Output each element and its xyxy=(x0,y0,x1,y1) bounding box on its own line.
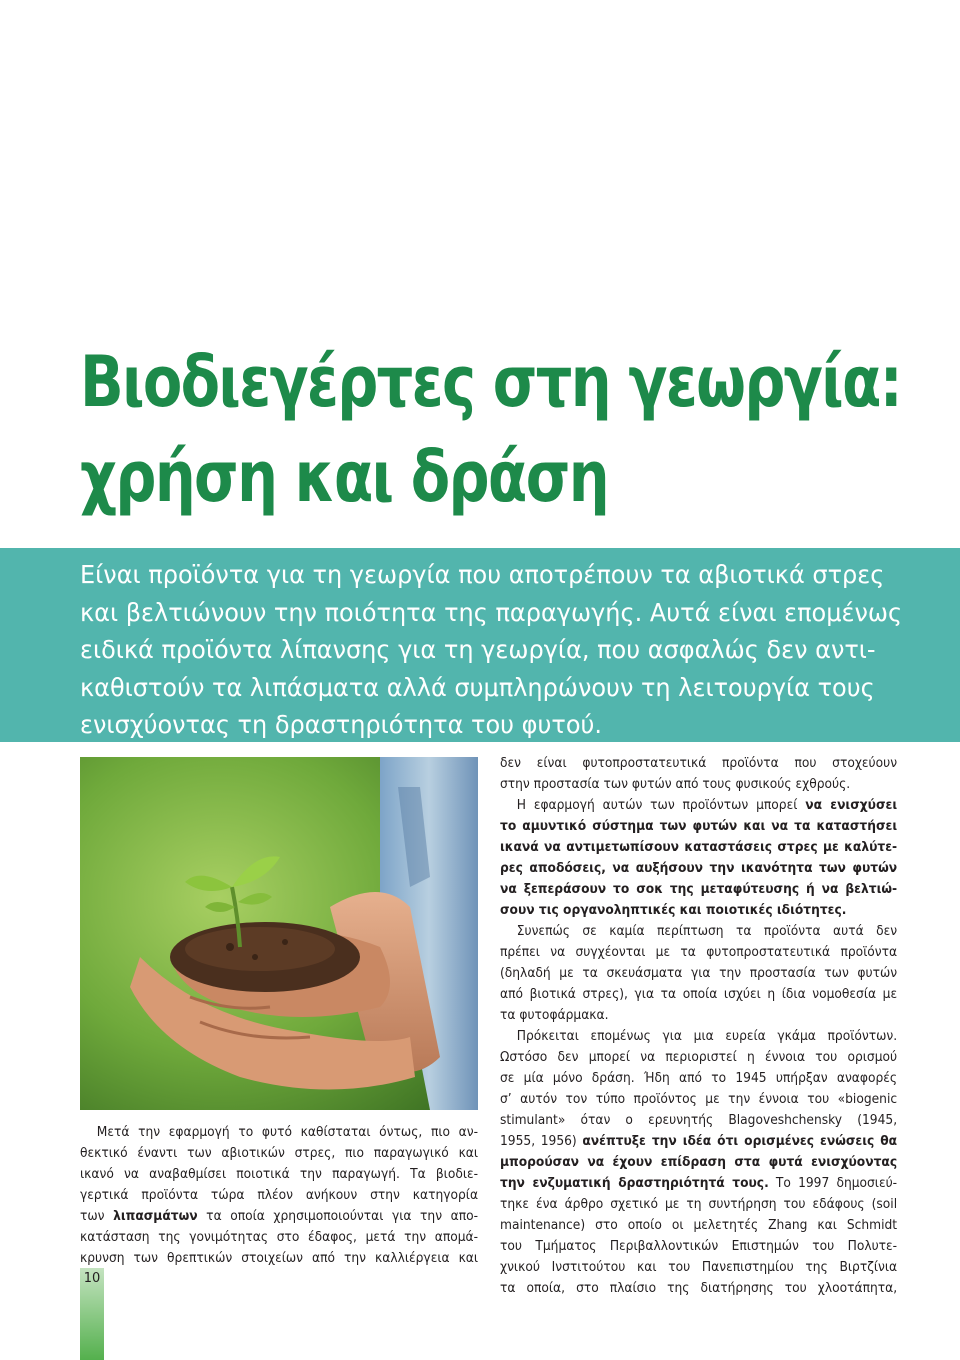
lead-line: Είναι προϊόντα για τη γεωργία που αποτρέπουν τα αβιοτικά στρες xyxy=(80,560,885,589)
text-line: σε μία μόνο δράση. Ήδη από το 1945 υπήρξαν αναφορές xyxy=(500,1071,898,1086)
text-line-with-bold xyxy=(500,1131,897,1152)
bold-segment: την ενζυματική δραστηριότητά τους. xyxy=(500,1176,769,1191)
text-line: κατάσταση της γονιμότητας στο έδαφος, μετά την απομά- xyxy=(80,1230,479,1245)
text-line: χνικού Ινστιτούτου και του Πανεπιστημίου της Βιρτζίνια xyxy=(500,1260,898,1275)
text-line: σ’ αυτόν τον τύπο προϊόντος με την έννοια του «biogenic xyxy=(500,1092,898,1107)
lead-line: και βελτιώνουν την ποιότητα της παραγωγής. Αυτά είναι επομένως xyxy=(80,597,903,627)
bold-line: το αμυντικό σύστημα των φυτών και να τα καταστήσει xyxy=(500,819,898,834)
text-line-with-bold xyxy=(500,795,897,816)
article-title-line-1: Βιοδιεγέρτες στη γεωργία: xyxy=(80,341,902,423)
text-segment: 1955, 1956) xyxy=(500,1134,583,1149)
right-column-text xyxy=(500,753,897,1299)
bold-line: μπορούσαν να έχουν επίδραση στα φυτά ενισχύοντας xyxy=(500,1155,898,1170)
text-line: από βιοτικά στρες), για τα οποία ισχύει η ίδια νομοθεσία με xyxy=(500,987,898,1002)
text-line: του Τμήματος Περιβαλλοντικών Επιστημών του Πολυτε- xyxy=(500,1239,898,1254)
bold-segment: ανέπτυξε την ιδέα ότι ορισμένες ενώσεις θα xyxy=(582,1134,898,1149)
text-line: Μετά την εφαρμογή το φυτό καθίσταται όντως, πιο αν- xyxy=(96,1125,479,1140)
lead-line: ειδικά προϊόντα λίπανσης για τη γεωργία, που ασφαλώς δεν αντι- xyxy=(80,635,876,665)
text-line: δεν είναι φυτοπροστατευτικά προϊόντα που στοχεύουν xyxy=(500,756,898,771)
bold-line: σουν τις οργανοληπτικές και ποιοτικές ιδιότητες. xyxy=(500,903,847,918)
text-line: κρυνση των θρεπτικών στοιχείων από την καλλιέργεια και xyxy=(80,1251,479,1266)
text-line: πρέπει να συγχέονται με τα φυτοπροστατευτικά προϊόντα xyxy=(500,945,898,960)
article-title-line-2: χρήση και δράση xyxy=(80,436,609,518)
bold-line: να ξεπεράσουν το σοκ της μεταφύτευσης ή να βελτιώ- xyxy=(500,882,898,897)
bold-segment: να ενισχύσει xyxy=(805,798,898,813)
text-line-with-bold xyxy=(500,1173,897,1194)
text-line: Ωστόσο δεν μπορεί να περιοριστεί η έννοια του ορισμού xyxy=(500,1050,898,1065)
lead-line: ενισχύοντας τη δραστηριότητα του φυτού. xyxy=(80,710,603,740)
article-title xyxy=(80,335,902,525)
bold-segment: λιπασμάτων xyxy=(113,1209,198,1224)
lead-line: καθιστούν τα λιπάσματα αλλά συμπληρώνουν τη λειτουργία τους xyxy=(80,672,875,702)
left-column-text xyxy=(80,1122,478,1269)
text-line: (δηλαδή με τα σκευάσματα για την προστασία των φυτών xyxy=(500,966,898,981)
text-line: ικανό να αναβαθμίσει ποιοτικά την παραγωγή. Τα βιοδιε- xyxy=(80,1167,479,1182)
photo-illustration xyxy=(80,757,478,1110)
text-line: maintenance) στο οποίο οι μελετητές Zhang και Schmidt xyxy=(500,1218,898,1233)
text-line: stimulant» όταν ο ερευνητής Blagoveshchensky (1945, xyxy=(500,1113,898,1128)
text-line-with-bold xyxy=(80,1206,478,1227)
text-segment: Η εφαρμογή αυτών των προϊόντων μπορεί xyxy=(516,798,806,813)
text-segment: Το 1997 δημοσιεύ- xyxy=(768,1176,898,1191)
bold-line: ικανά να αντιμετωπίσουν καταστάσεις στρες με καλύτε- xyxy=(500,840,898,855)
lead-paragraph xyxy=(80,556,903,744)
text-line: στην προστασία των φυτών από τους φυσικούς εχθρούς. xyxy=(500,777,851,792)
text-line: τα οποία, στο πλαίσιο της διατήρησης του χλοοτάπητα, xyxy=(500,1281,898,1296)
text-line: τα φυτοφάρμακα. xyxy=(500,1008,609,1023)
photo-hands-holding-seedling xyxy=(80,757,478,1110)
text-line: θεκτικό έναντι των αβιοτικών στρες, πιο παραγωγικό και xyxy=(80,1146,479,1161)
bold-line: ρες αποδόσεις, να αυξήσουν την ικανότητα των φυτών xyxy=(500,861,898,876)
text-line: των λιπασμάτων τα οποία χρησιμοποιούνται για την απο- xyxy=(80,1209,479,1224)
page-number: 10 xyxy=(83,1271,101,1286)
text-line: Συνεπώς σε καμία περίπτωση τα προϊόντα αυτά δεν xyxy=(516,924,898,939)
text-line: Πρόκειται επομένως για μια ευρεία γκάμα προϊόντων. xyxy=(516,1029,898,1044)
text-line: τηκε ένα άρθρο σχετικό με τη συντήρηση του εδάφους (soil xyxy=(500,1197,898,1212)
text-line: γερτικά προϊόντα τώρα πλέον ανήκουν στην κατηγορία xyxy=(80,1188,479,1203)
